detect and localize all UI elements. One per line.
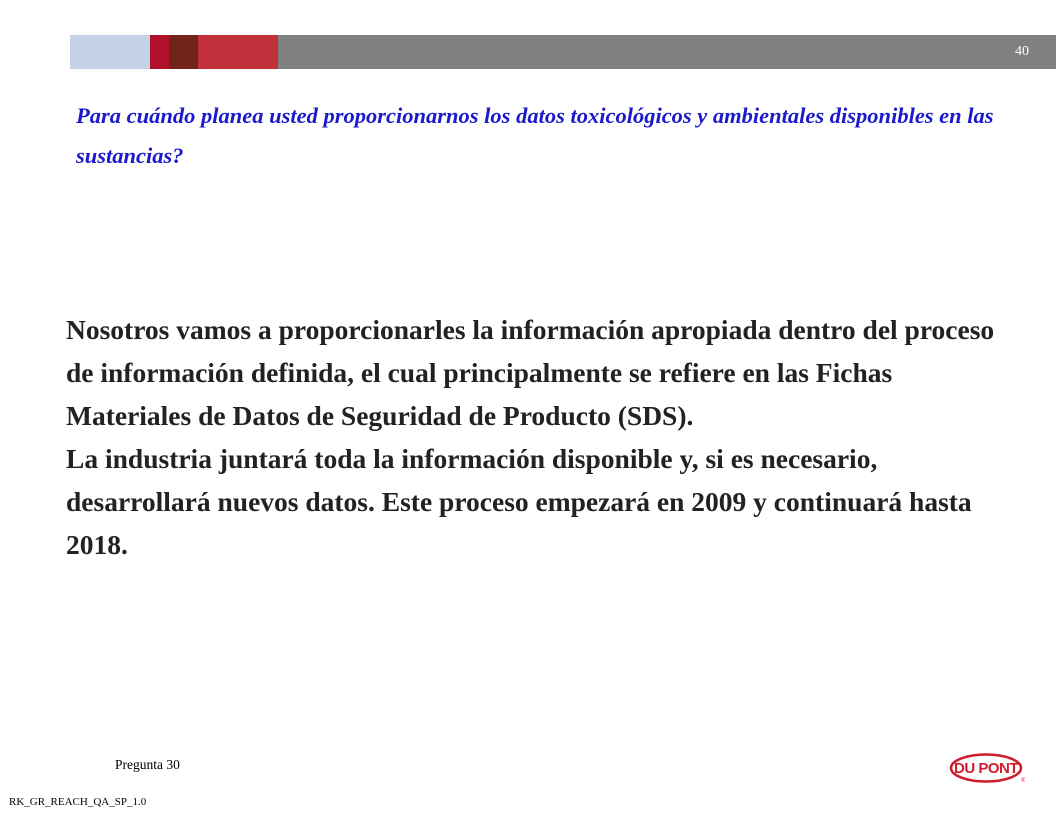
svg-text:®: ® bbox=[1021, 778, 1025, 784]
answer-body bbox=[66, 308, 996, 566]
header-segment-rose bbox=[198, 35, 278, 69]
footer-document-code: RK_GR_REACH_QA_SP_1.0 bbox=[9, 796, 147, 808]
footer-question-label: Pregunta 30 bbox=[115, 757, 180, 772]
header-segment-gray bbox=[278, 35, 1056, 69]
header-segment-light-blue bbox=[70, 35, 150, 69]
dupont-logo bbox=[949, 752, 1025, 784]
header-segment-red bbox=[150, 35, 169, 69]
question-heading: Para cuándo planea usted proporcionarnos los datos toxicológicos y ambientales disponibles en las sustancias? bbox=[76, 103, 994, 168]
header-segment-brown bbox=[169, 35, 198, 69]
page-number: 40 bbox=[1015, 44, 1029, 59]
answer-paragraph-2: La industria juntará toda la información disponible y, si es necesario, desarrollará nuevos datos. Este proceso empezará en 2009 y continuará hasta 2018. bbox=[66, 443, 972, 560]
answer-paragraph-1: Nosotros vamos a proporcionarles la información apropiada dentro del proceso de información definida, el cual principalmente se refiere en las Fichas Materiales de Datos de Seguridad de Producto (SDS). bbox=[66, 314, 995, 431]
header-bar bbox=[70, 35, 1056, 69]
svg-text:DU PONT: DU PONT bbox=[954, 760, 1018, 777]
